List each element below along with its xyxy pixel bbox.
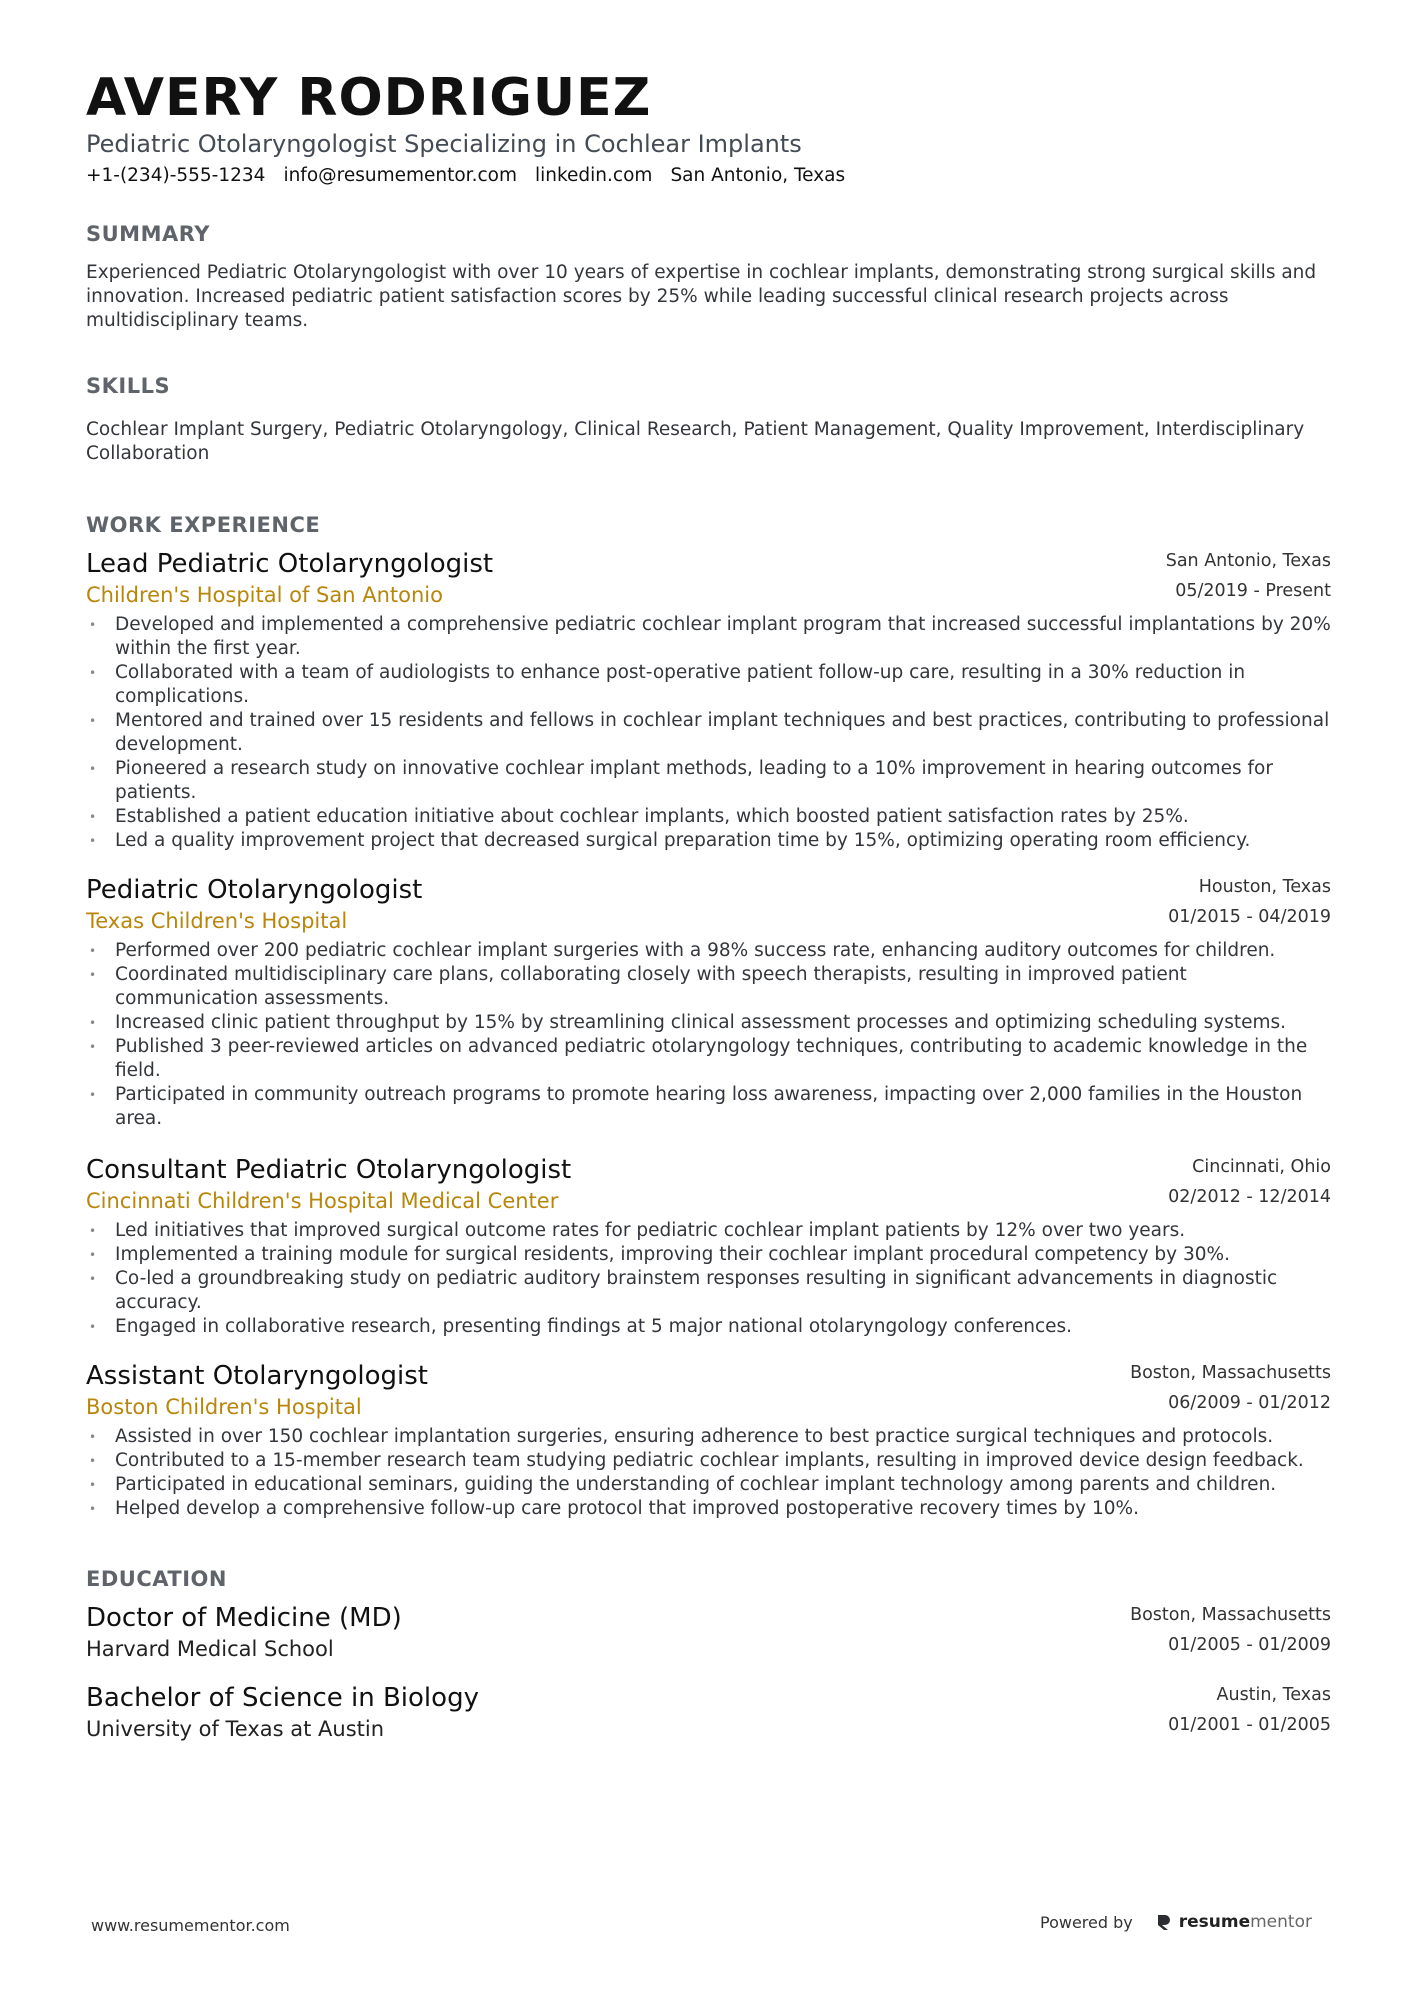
- job-title: Pediatric Otolaryngologist: [86, 875, 423, 905]
- job-bullet: • Contributed to a 15-member research team studying pediatric cochlear implants, resulting in improved device design feedback.: [86, 1449, 1331, 1473]
- contact-email[interactable]: info@resumementor.com: [283, 165, 517, 186]
- education-dates: 01/2001 - 01/2005: [1168, 1715, 1331, 1735]
- summary-text: Experienced Pediatric Otolaryngologist with over 10 years of expertise in cochlear implants, demonstrating strong surgical skills and innovation. Increased pediatric patient satisfaction scores by 25% while leading successful clinical research projects across multidisciplinary teams.: [86, 262, 1317, 331]
- job-bullet: • Assisted in over 150 cochlear implantation surgeries, ensuring adherence to best practice surgical techniques and protocols.: [86, 1425, 1331, 1449]
- job-bullet: • Published 3 peer-reviewed articles on advanced pediatric otolaryngology techniques, contributing to academic knowledge in the field.: [86, 1035, 1331, 1083]
- job-bullets: [86, 1425, 1331, 1521]
- job-dates: 01/2015 - 04/2019: [1168, 907, 1331, 927]
- job-bullet: • Collaborated with a team of audiologists to enhance post-operative patient follow-up care, resulting in a 30% reduction in complications.: [86, 661, 1331, 709]
- job-bullet: • Performed over 200 pediatric cochlear implant surgeries with a 98% success rate, enhancing auditory outcomes for children.: [86, 939, 1331, 963]
- skills-text: Cochlear Implant Surgery, Pediatric Otolaryngology, Clinical Research, Patient Management, Quality Improvement, Interdisciplinary Collaboration: [86, 419, 1305, 464]
- skills-heading: SKILLS: [86, 374, 171, 398]
- education-location: Austin, Texas: [1216, 1685, 1331, 1705]
- contact-location: San Antonio, Texas: [670, 165, 846, 186]
- job-dates: 02/2012 - 12/2014: [1168, 1187, 1331, 1207]
- job-employer: Boston Children's Hospital: [86, 1395, 362, 1419]
- job-bullet: • Engaged in collaborative research, presenting findings at 5 major national otolaryngology conferences.: [86, 1315, 1331, 1339]
- job-location: Houston, Texas: [1198, 877, 1331, 897]
- job-bullet: • Led initiatives that improved surgical outcome rates for pediatric cochlear implant patients by 12% over two years.: [86, 1219, 1331, 1243]
- job-bullet: • Implemented a training module for surgical residents, improving their cochlear implant procedural competency by 30%.: [86, 1243, 1331, 1267]
- resumementor-logo-icon: [1155, 1913, 1173, 1931]
- work-experience-heading: WORK EXPERIENCE: [86, 513, 321, 537]
- education-school: Harvard Medical School: [86, 1637, 334, 1661]
- job-bullet: • Pioneered a research study on innovative cochlear implant methods, leading to a 10% improvement in hearing outcomes for patients.: [86, 757, 1331, 805]
- job-bullet: • Developed and implemented a comprehensive pediatric cochlear implant program that increased successful implantations by 20% within the first year.: [86, 613, 1331, 661]
- job-bullet: • Coordinated multidisciplinary care plans, collaborating closely with speech therapists, resulting in improved patient communication assessments.: [86, 963, 1331, 1011]
- education-school: University of Texas at Austin: [86, 1717, 385, 1741]
- job-bullet: • Led a quality improvement project that decreased surgical preparation time by 15%, optimizing operating room efficiency.: [86, 829, 1331, 853]
- candidate-tagline: Pediatric Otolaryngologist Specializing in Cochlear Implants: [86, 130, 802, 158]
- brand-logo[interactable]: [1155, 1912, 1312, 1932]
- job-bullets: [86, 613, 1331, 853]
- job-location: Boston, Massachusetts: [1130, 1363, 1331, 1383]
- job-dates: 05/2019 - Present: [1175, 581, 1331, 601]
- education-location: Boston, Massachusetts: [1130, 1605, 1331, 1625]
- education-heading: EDUCATION: [86, 1567, 227, 1591]
- job-title: Lead Pediatric Otolaryngologist: [86, 549, 494, 579]
- job-dates: 06/2009 - 01/2012: [1168, 1393, 1331, 1413]
- job-location: San Antonio, Texas: [1165, 551, 1331, 571]
- job-bullet: • Participated in community outreach programs to promote hearing loss awareness, impacting over 2,000 families in the Houston area.: [86, 1083, 1331, 1131]
- powered-by-label: Powered by: [1040, 1912, 1133, 1932]
- job-location: Cincinnati, Ohio: [1192, 1157, 1331, 1177]
- job-bullet: • Increased clinic patient throughput by 15% by streamlining clinical assessment processes and optimizing scheduling systems.: [86, 1011, 1331, 1035]
- education-degree: Bachelor of Science in Biology: [86, 1683, 479, 1713]
- job-bullets: [86, 1219, 1331, 1339]
- footer-powered-by: [1040, 1912, 1312, 1932]
- job-employer: Texas Children's Hospital: [86, 909, 348, 933]
- footer-website-link[interactable]: www.resumementor.com: [91, 1916, 290, 1935]
- job-title: Assistant Otolaryngologist: [86, 1361, 428, 1391]
- brand-name-light: mentor: [1250, 1912, 1312, 1932]
- job-employer: Cincinnati Children's Hospital Medical Center: [86, 1189, 559, 1213]
- job-employer: Children's Hospital of San Antonio: [86, 583, 443, 607]
- job-title: Consultant Pediatric Otolaryngologist: [86, 1155, 572, 1185]
- job-bullets: [86, 939, 1331, 1131]
- contact-phone: +1-(234)-555-1234: [86, 165, 266, 186]
- job-bullet: • Established a patient education initiative about cochlear implants, which boosted patient satisfaction rates by 25%.: [86, 805, 1331, 829]
- brand-name-bold: resume: [1178, 1912, 1251, 1932]
- contact-linkedin[interactable]: linkedin.com: [534, 165, 653, 186]
- education-degree: Doctor of Medicine (MD): [86, 1603, 402, 1633]
- contact-line: [86, 165, 845, 186]
- education-dates: 01/2005 - 01/2009: [1168, 1635, 1331, 1655]
- summary-heading: SUMMARY: [86, 222, 210, 246]
- job-bullet: • Co-led a groundbreaking study on pediatric auditory brainstem responses resulting in significant advancements in diagnostic accuracy.: [86, 1267, 1331, 1315]
- candidate-name: AVERY RODRIGUEZ: [86, 68, 652, 128]
- job-bullet: • Helped develop a comprehensive follow-up care protocol that improved postoperative recovery times by 10%.: [86, 1497, 1331, 1521]
- job-bullet: • Mentored and trained over 15 residents and fellows in cochlear implant techniques and best practices, contributing to professional development.: [86, 709, 1331, 757]
- job-bullet: • Participated in educational seminars, guiding the understanding of cochlear implant technology among parents and children.: [86, 1473, 1331, 1497]
